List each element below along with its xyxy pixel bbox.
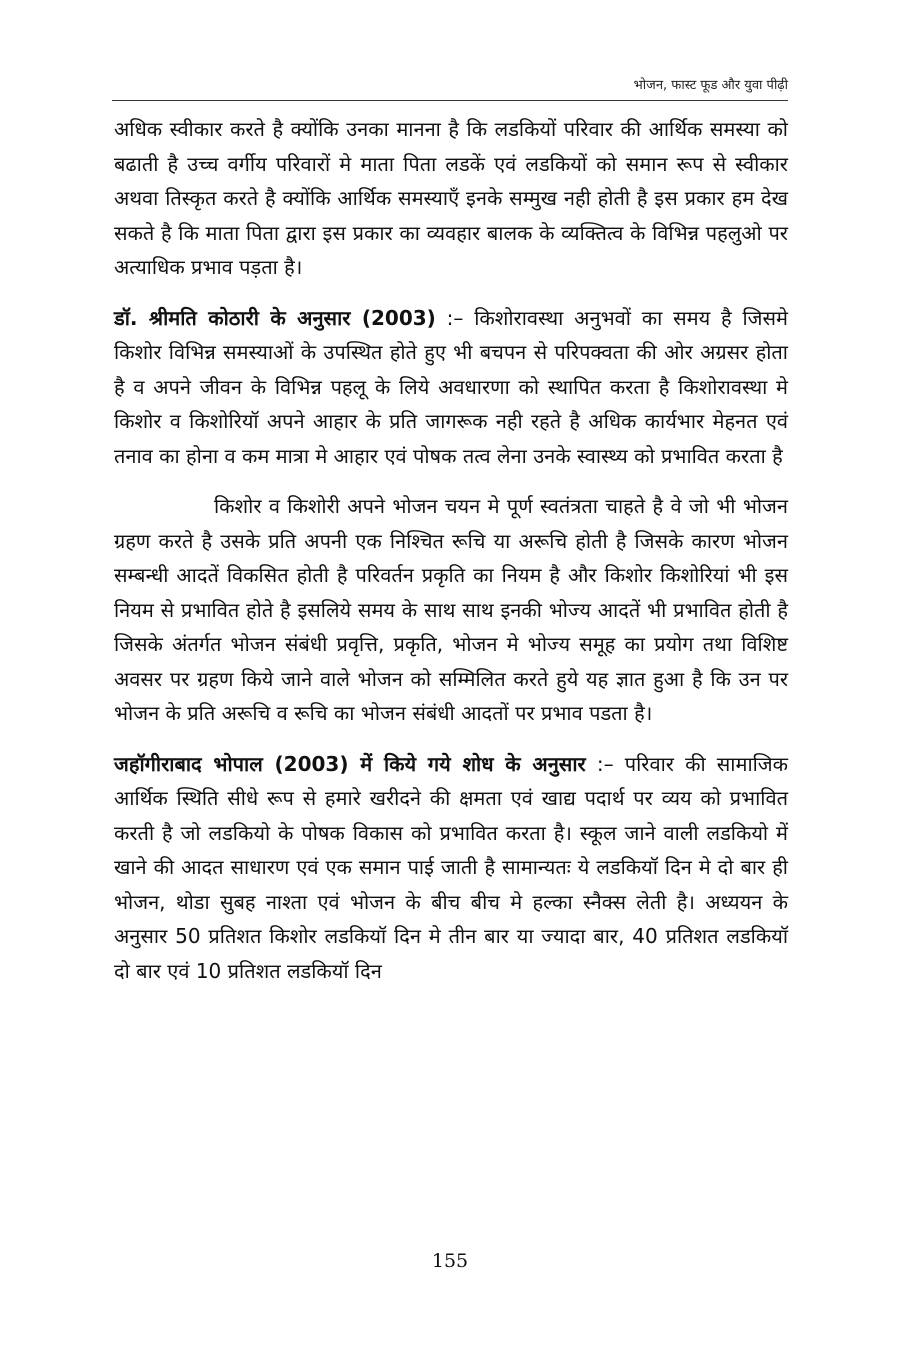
running-head: भोजन, फास्ट फूड और युवा पीढ़ी	[633, 78, 788, 93]
paragraph-2-text: :– किशोरावस्था अनुभवों का समय है जिसमे किशोर विभिन्न समस्याओं के उपस्थित होते हुए भी बचपन से परिपक्वता की ओर अग्रसर होता है व अपने जीवन के विभिन्न पहलू के लिये अवधारणा को स्थापित करता है किशोरावस्था मे किशोर व किशोरियॉ अपने आहार के प्रति जागरूक नही रहते है अधिक कार्यभार मेहनत एवं तनाव का होना व कम मात्रा मे आहार एवं पोषक तत्व लेना उनके स्वास्थ्य को प्रभावित करता है	[114, 305, 788, 468]
paragraph-4-lead: जहॉगीराबाद भोपाल (2003) में किये गये शोध के अनुसार	[114, 751, 586, 776]
paragraph-1-text: अधिक स्वीकार करते है क्योंकि उनका मानना है कि लडकियों परिवार की आर्थिक समस्या को बढाती है उच्च वर्गीय परिवारों मे माता पिता लडकें एवं लडकियों को समान रूप से स्वीकार अथवा तिस्कृत करते है क्योंकि आर्थिक समस्याएँ इनके सम्मुख नही होती है इस प्रकार हम देख सकते है कि माता पिता द्वारा इस प्रकार का व्यवहार बालक के व्यक्तित्व के विभिन्न पहलुओ पर अत्याधिक प्रभाव पड़ता है।	[114, 117, 788, 279]
paragraph-3-text: किशोर व किशोरी अपने भोजन चयन मे पूर्ण स्वतंत्रता चाहते है वे जो भी भोजन ग्रहण करते है उसके प्रति अपनी एक निश्चित रूचि या अरूचि होती है जिसके कारण भोजन सम्बन्धी आदतें विकसित होती है परिवर्तन प्रकृति का नियम है और किशोर किशोरियां भी इस नियम से प्रभावित होते है इसलिये समय के साथ साथ इनकी भोज्य आदतें भी प्रभावित होती है जिसके अंतर्गत भोजन संबंधी प्रवृत्ति, प्रकृति, भोजन मे भोज्य समूह का प्रयोग तथा विशिष्ट अवसर पर ग्रहण किये जाने वाले भोजन को सम्मिलित करते हुये यह ज्ञात हुआ है कि उन पर भोजन के प्रति अरूचि व रूचि का भोजन संबंधी आदतों पर प्रभाव पडता है।	[114, 494, 788, 725]
paragraph-4-text: :– परिवार की सामाजिक आर्थिक स्थिति सीधे रूप से हमारे खरीदने की क्षमता एवं खाद्य पदार्थ पर व्यय को प्रभावित करती है जो लडकियो के पोषक विकास को प्रभावित करता है। स्कूल जाने वाली लडकियो में खाने की आदत साधारण एवं एक समान पाई जाती है सामान्यतः ये लडकियॉ दिन मे दो बार ही भोजन, थोडा सुबह नाश्ता एवं भोजन के बीच बीच मे हल्का स्नैक्स लेती है। अध्ययन के अनुसार 50 प्रतिशत किशोर लडकियॉ दिन मे तीन बार या ज्यादा बार, 40 प्रतिशत लडकियॉ दो बार एवं 10 प्रतिशत लडकियॉ दिन	[114, 751, 788, 983]
page-body	[114, 112, 788, 1004]
paragraph-2-lead: डॉ. श्रीमति कोठारी के अनुसार (2003)	[114, 305, 436, 330]
paragraph-4	[114, 747, 788, 989]
page-number: 155	[431, 1250, 469, 1272]
header-rule	[112, 100, 788, 101]
paragraph-1	[114, 112, 788, 285]
paragraph-3	[114, 489, 788, 731]
paragraph-2	[114, 301, 788, 474]
